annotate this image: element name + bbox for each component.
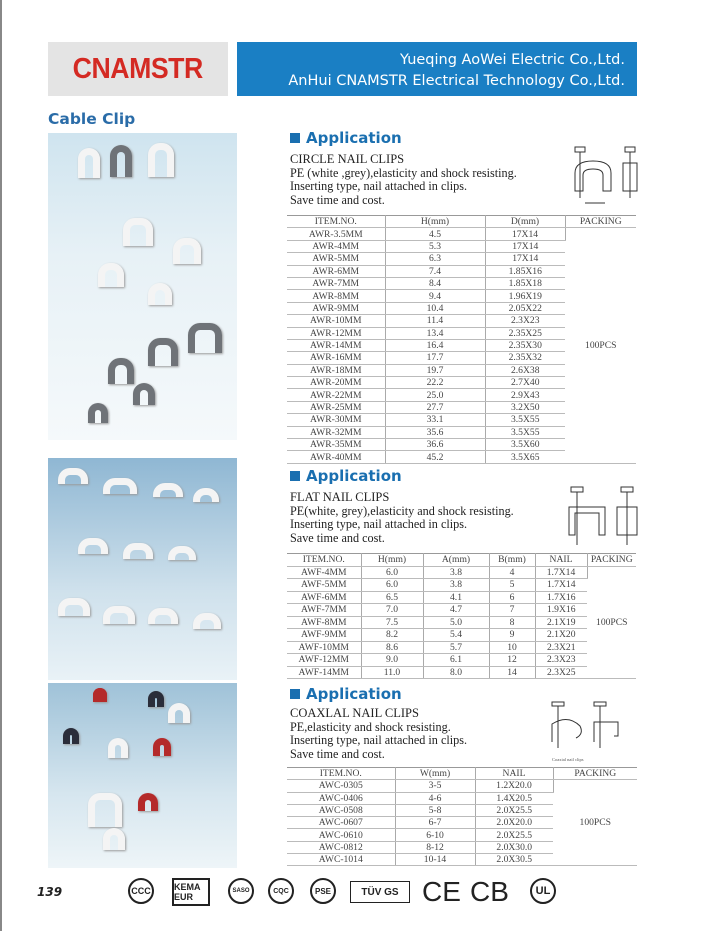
table-cell: 8.4: [385, 277, 485, 289]
col-header: ITEM.NO.: [287, 216, 385, 228]
table-row: [287, 566, 636, 579]
section-heading-flat: [290, 467, 402, 485]
table-cell: 2.35X30: [485, 339, 565, 351]
col-header: H(mm): [361, 554, 423, 567]
company-banner: [237, 42, 637, 96]
table-cell: 7.0: [361, 604, 423, 617]
table-cell: 8: [489, 616, 535, 629]
col-header: NAIL: [475, 768, 553, 780]
col-header: PACKING: [553, 768, 637, 780]
flat-clip-diagram: [565, 485, 645, 553]
table-row: [287, 591, 636, 604]
table-cell: 10-14: [395, 854, 475, 866]
table-cell: 1.85X16: [485, 265, 565, 277]
table-cell: 2.0X30.5: [475, 854, 553, 866]
section-heading-coaxial: [290, 685, 402, 703]
brand-logo: [48, 42, 228, 96]
table-cell: 2.3X21: [535, 641, 587, 654]
tuv-gs-cert-icon: TÜV GS: [350, 881, 410, 903]
page-number: 139: [37, 885, 63, 899]
square-bullet-icon: [290, 689, 300, 699]
table-cell: 7.5: [361, 616, 423, 629]
table-cell: 10.4: [385, 302, 485, 314]
table-cell: 1.2X20.0: [475, 780, 553, 792]
table-cell: 3-5: [395, 780, 475, 792]
table-cell: 2.35X25: [485, 327, 565, 339]
table-cell: 2.1X19: [535, 616, 587, 629]
table-cell: 6-10: [395, 829, 475, 841]
table-cell: AWR-12MM: [287, 327, 385, 339]
desc-line: Inserting type, nail attached in clips.: [290, 733, 468, 747]
table-cell: 4.5: [385, 228, 485, 240]
packing-cell: 100PCS: [587, 566, 636, 679]
saso-cert-icon: SASO: [228, 878, 254, 904]
circle-clip-diagram: [565, 143, 645, 211]
table-cell: 3.8: [423, 579, 489, 592]
table-cell: AWR-40MM: [287, 451, 385, 463]
heading-text: Application: [306, 129, 402, 147]
heading-text: Application: [306, 685, 402, 703]
table-cell: 2.0X20.0: [475, 817, 553, 829]
desc-line: Save time and cost.: [290, 746, 385, 761]
table-cell: AWR-5MM: [287, 253, 385, 265]
packing-cell: 100PCS: [565, 228, 636, 463]
desc-line: Inserting type, nail attached in clips.: [290, 179, 468, 193]
table-cell: AWR-20MM: [287, 377, 385, 389]
col-header: ITEM.NO.: [287, 554, 361, 567]
table-cell: AWF-10MM: [287, 641, 361, 654]
ul-cert-icon: UL: [530, 878, 556, 904]
table-cell: 16.4: [385, 339, 485, 351]
col-header: ITEM.NO.: [287, 768, 395, 780]
table-row: [287, 780, 637, 792]
col-header: B(mm): [489, 554, 535, 567]
table-row: [287, 228, 636, 240]
col-header: A(mm): [423, 554, 489, 567]
circle-clips-table: [287, 215, 636, 464]
col-header: D(mm): [485, 216, 565, 228]
table-cell: AWR-14MM: [287, 339, 385, 351]
table-cell: AWR-22MM: [287, 389, 385, 401]
desc-line: PE(white, grey),elasticity and shock resisting.: [290, 503, 514, 518]
table-cell: AWR-16MM: [287, 352, 385, 364]
table-cell: AWC-0508: [287, 804, 395, 816]
table-cell: 17.7: [385, 352, 485, 364]
desc-line: CIRCLE NAIL CLIPS: [290, 152, 405, 166]
table-cell: AWC-0607: [287, 817, 395, 829]
table-row: [287, 616, 636, 629]
table-cell: 17X14: [485, 228, 565, 240]
table-cell: AWF-12MM: [287, 654, 361, 667]
table-cell: AWR-3.5MM: [287, 228, 385, 240]
table-cell: AWF-7MM: [287, 604, 361, 617]
diagram-caption: Coaxial nail clips: [552, 757, 584, 762]
table-cell: 5-8: [395, 804, 475, 816]
table-cell: AWR-8MM: [287, 290, 385, 302]
table-cell: AWC-0610: [287, 829, 395, 841]
coaxial-clips-photo: [48, 683, 237, 868]
table-cell: 7: [489, 604, 535, 617]
table-cell: 5.3: [385, 240, 485, 252]
table-row: [287, 641, 636, 654]
cqc-cert-icon: CQC: [268, 878, 294, 904]
table-cell: 9: [489, 629, 535, 642]
table-cell: 4.1: [423, 591, 489, 604]
desc-line: Save time and cost.: [290, 530, 385, 545]
table-cell: 5.7: [423, 641, 489, 654]
table-cell: 33.1: [385, 414, 485, 426]
table-cell: 3.8: [423, 566, 489, 579]
table-cell: 1.9X16: [535, 604, 587, 617]
table-row: [287, 629, 636, 642]
table-cell: 22.2: [385, 377, 485, 389]
table-row: [287, 604, 636, 617]
desc-line: Save time and cost.: [290, 192, 385, 207]
table-cell: AWF-5MM: [287, 579, 361, 592]
table-cell: 11.4: [385, 315, 485, 327]
desc-line: PE (white ,grey),elasticity and shock resisting.: [290, 165, 517, 180]
table-cell: 8-12: [395, 841, 475, 853]
table-cell: 4-6: [395, 792, 475, 804]
table-cell: 2.05X22: [485, 302, 565, 314]
table-cell: 2.3X23: [535, 654, 587, 667]
category-title: Cable Clip: [48, 110, 136, 128]
table-cell: 27.7: [385, 401, 485, 413]
table-cell: AWR-32MM: [287, 426, 385, 438]
col-header: W(mm): [395, 768, 475, 780]
table-cell: AWR-6MM: [287, 265, 385, 277]
table-cell: AWF-9MM: [287, 629, 361, 642]
table-cell: 3.5X55: [485, 414, 565, 426]
packing-cell: 100PCS: [553, 780, 637, 866]
table-cell: 4: [489, 566, 535, 579]
table-cell: 2.3X25: [535, 666, 587, 679]
ce-mark-icon: CE: [422, 876, 461, 907]
col-header: PACKING: [565, 216, 636, 228]
table-cell: 1.4X20.5: [475, 792, 553, 804]
pse-cert-icon: PSE: [310, 878, 336, 904]
table-cell: 14: [489, 666, 535, 679]
table-cell: 12: [489, 654, 535, 667]
flat-clips-photo: [48, 458, 237, 680]
table-cell: AWR-10MM: [287, 315, 385, 327]
table-cell: 19.7: [385, 364, 485, 376]
table-cell: AWC-1014: [287, 854, 395, 866]
ccc-cert-icon: CCC: [128, 878, 154, 904]
table-cell: AWF-8MM: [287, 616, 361, 629]
circle-clips-photo: [48, 133, 237, 440]
table-cell: 2.0X30.0: [475, 841, 553, 853]
table-cell: 2.6X38: [485, 364, 565, 376]
table-cell: AWC-0812: [287, 841, 395, 853]
table-cell: 8.6: [361, 641, 423, 654]
table-row: [287, 579, 636, 592]
table-cell: 1.7X16: [535, 591, 587, 604]
company-line-1: Yueqing AoWei Electric Co.,Ltd.: [400, 52, 625, 68]
table-cell: AWR-7MM: [287, 277, 385, 289]
table-cell: 2.0X25.5: [475, 804, 553, 816]
table-cell: 6.0: [361, 566, 423, 579]
table-row: [287, 654, 636, 667]
table-cell: 3.5X65: [485, 451, 565, 463]
table-cell: 2.9X43: [485, 389, 565, 401]
flat-clips-description: [290, 491, 514, 545]
table-cell: AWF-14MM: [287, 666, 361, 679]
table-cell: 1.7X14: [535, 566, 587, 579]
table-cell: 4.7: [423, 604, 489, 617]
table-cell: 3.2X50: [485, 401, 565, 413]
table-cell: 2.1X20: [535, 629, 587, 642]
table-cell: 3.5X55: [485, 426, 565, 438]
page-edge: [0, 0, 2, 931]
col-header: NAIL: [535, 554, 587, 567]
table-cell: 11.0: [361, 666, 423, 679]
table-cell: 8.2: [361, 629, 423, 642]
table-cell: 1.7X14: [535, 579, 587, 592]
table-cell: 3.5X60: [485, 439, 565, 451]
table-cell: 6.5: [361, 591, 423, 604]
desc-line: Inserting type, nail attached in clips.: [290, 517, 468, 531]
coaxial-clips-description: [290, 707, 467, 761]
table-cell: 1.96X19: [485, 290, 565, 302]
table-cell: 5.0: [423, 616, 489, 629]
square-bullet-icon: [290, 471, 300, 481]
coaxial-clip-diagram: [548, 700, 628, 762]
table-cell: 25.0: [385, 389, 485, 401]
table-cell: 6.0: [361, 579, 423, 592]
table-cell: 5.4: [423, 629, 489, 642]
heading-text: Application: [306, 467, 402, 485]
table-cell: AWR-30MM: [287, 414, 385, 426]
desc-line: PE,elasticity and shock resisting.: [290, 719, 451, 734]
logo-text: CNAMSTR: [72, 52, 204, 85]
section-heading-circle: [290, 129, 402, 147]
table-cell: 9.4: [385, 290, 485, 302]
table-cell: 17X14: [485, 240, 565, 252]
coaxial-clips-table: [287, 767, 637, 866]
kema-cert-icon: KEMA EUR: [172, 878, 210, 906]
table-cell: 7.4: [385, 265, 485, 277]
table-cell: 5: [489, 579, 535, 592]
table-cell: 35.6: [385, 426, 485, 438]
table-cell: AWR-18MM: [287, 364, 385, 376]
cb-mark-icon: CB: [470, 876, 509, 907]
table-cell: AWC-0305: [287, 780, 395, 792]
table-cell: 45.2: [385, 451, 485, 463]
table-cell: 6.1: [423, 654, 489, 667]
table-cell: AWR-25MM: [287, 401, 385, 413]
table-cell: 2.7X40: [485, 377, 565, 389]
desc-line: COAXLAL NAIL CLIPS: [290, 706, 419, 720]
col-header: PACKING: [587, 554, 636, 567]
col-header: H(mm): [385, 216, 485, 228]
table-cell: AWF-6MM: [287, 591, 361, 604]
table-cell: 6.3: [385, 253, 485, 265]
table-cell: AWR-9MM: [287, 302, 385, 314]
table-cell: AWR-4MM: [287, 240, 385, 252]
table-row: [287, 666, 636, 679]
table-cell: 10: [489, 641, 535, 654]
circle-clips-description: [290, 153, 517, 207]
table-cell: 9.0: [361, 654, 423, 667]
table-cell: 1.85X18: [485, 277, 565, 289]
table-cell: 2.3X23: [485, 315, 565, 327]
table-cell: 6-7: [395, 817, 475, 829]
table-cell: 8.0: [423, 666, 489, 679]
table-cell: 2.0X25.5: [475, 829, 553, 841]
table-cell: 13.4: [385, 327, 485, 339]
table-cell: 2.35X32: [485, 352, 565, 364]
flat-clips-table: [287, 553, 636, 679]
table-cell: AWR-35MM: [287, 439, 385, 451]
table-cell: 17X14: [485, 253, 565, 265]
table-cell: 6: [489, 591, 535, 604]
table-cell: 36.6: [385, 439, 485, 451]
table-cell: AWF-4MM: [287, 566, 361, 579]
company-line-2: AnHui CNAMSTR Electrical Technology Co.,Ltd.: [288, 73, 625, 89]
square-bullet-icon: [290, 133, 300, 143]
desc-line: FLAT NAIL CLIPS: [290, 490, 390, 504]
table-cell: AWC-0406: [287, 792, 395, 804]
